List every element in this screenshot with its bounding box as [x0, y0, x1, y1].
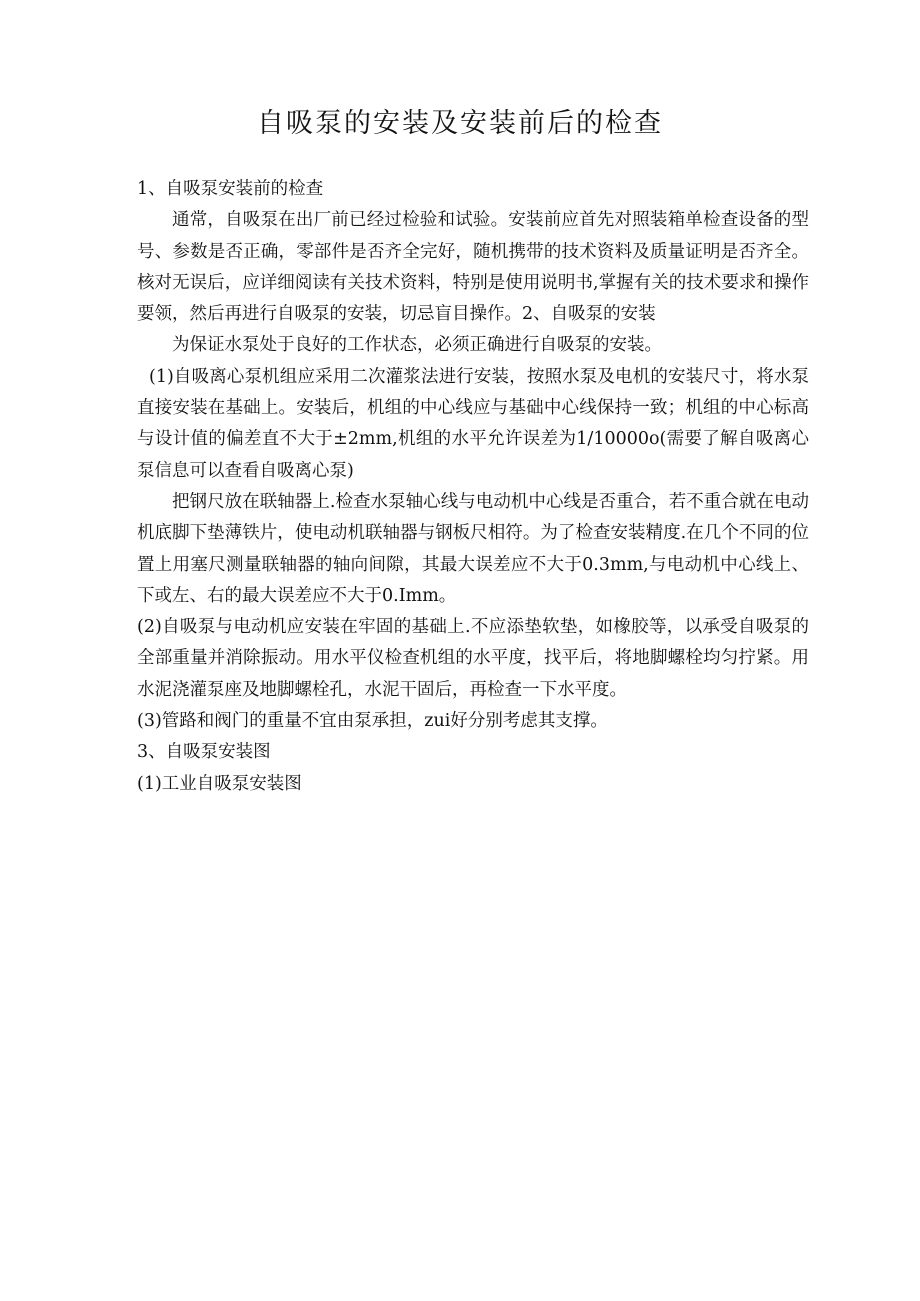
- paragraph-install-intro: 为保证水泵处于良好的工作状态，必须正确进行自吸泵的安装。: [172, 335, 662, 356]
- paragraph-figure-caption: (1)工业自吸泵安装图: [137, 773, 302, 794]
- section-heading-3: 3、自吸泵安装图: [137, 742, 271, 763]
- paragraph-item-1: (1)自吸离心泵机组应采用二次灌浆法进行安装，按照水泵及电机的安装尺寸，将水泵直接安装在基础上。安装后，机组的中心线应与基础中心线保持一致；机组的中心标高与设计值的偏差直不大于±2mm,机组的水平允许误差为1/10000o(需要了解自吸离心泵信息可以查看自吸离心泵): [137, 366, 809, 481]
- document-body: [137, 174, 809, 800]
- section-heading-1: 1、自吸泵安装前的检查: [137, 179, 324, 199]
- paragraph-pre-install-check: 通常，自吸泵在出厂前已经过检验和试验。安装前应首先对照装箱单检查设备的型号、参数是否正确，零部件是否齐全完好，随机携带的技术资料及质量证明是否齐全。核对无误后，应详细阅读有关技术资料，特别是使用说明书,掌握有关的技术要求和操作要领，然后再进行自吸泵的安装，切忌盲目操作。2、自吸泵的安装: [137, 210, 809, 325]
- paragraph-coupling-check: 把钢尺放在联轴器上.检查水泵轴心线与电动机中心线是否重合，若不重合就在电动机底脚下垫薄铁片，使电动机联轴器与钢板尺相符。为了检查安装精度.在几个不同的位置上用塞尺测量联轴器的轴向间隙，其最大误差应不大于0.3mm,与电动机中心线上、下或左、右的最大误差应不大于0.Imm。: [137, 491, 809, 606]
- page-title: 自吸泵的安装及安装前后的检查: [257, 108, 663, 139]
- paragraph-item-2: (2)自吸泵与电动机应安装在牢固的基础上.不应添垫软垫，如橡胶等，以承受自吸泵的全部重量并消除振动。用水平仪检查机组的水平度，找平后，将地脚螺栓均匀拧紧。用水泥浇灌泵座及地脚螺栓孔，水泥干固后，再检查一下水平度。: [137, 617, 809, 700]
- paragraph-item-3: (3)管路和阀门的重量不宜由泵承担，zui好分别考虑其支撑。: [137, 711, 608, 732]
